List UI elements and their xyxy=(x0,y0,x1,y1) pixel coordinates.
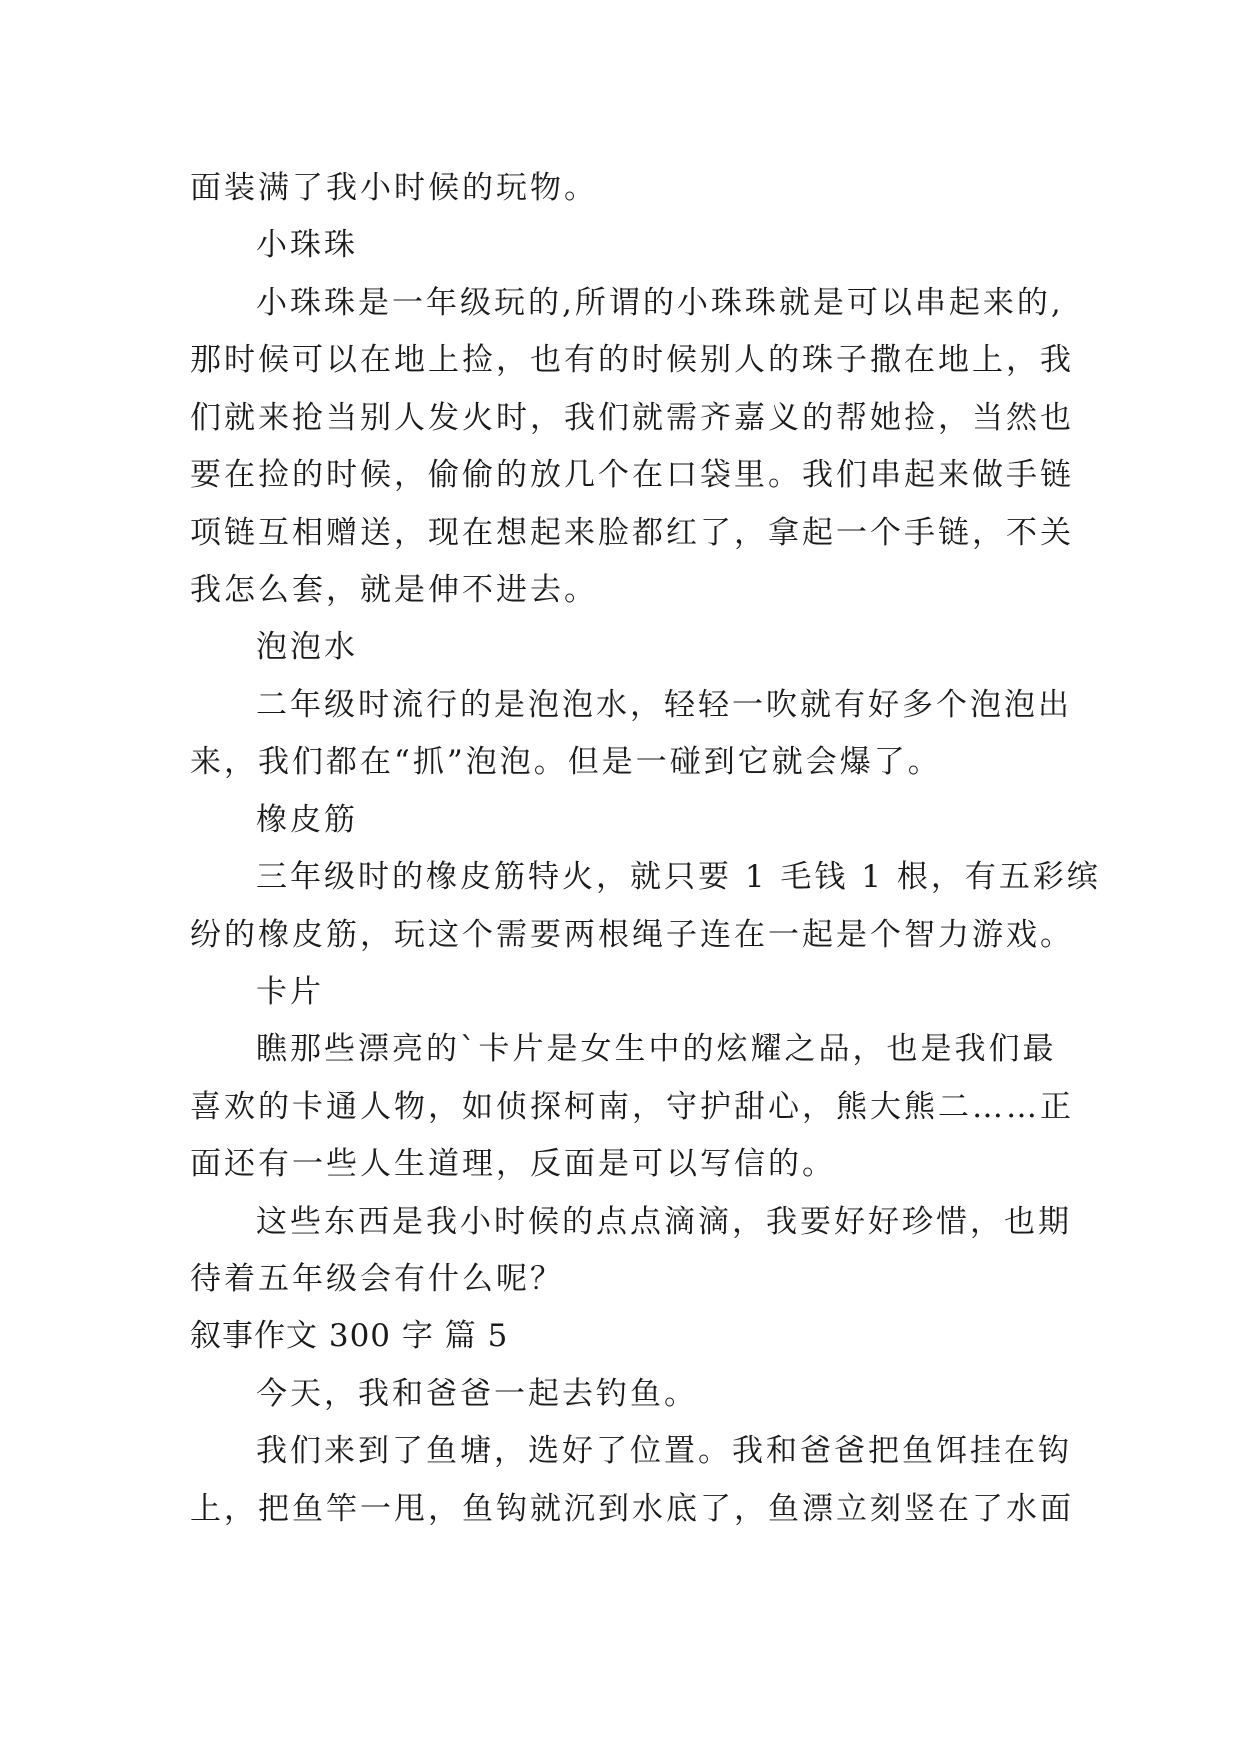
paragraph-line: 要在捡的时候，偷偷的放几个在口袋里。我们串起来做手链 xyxy=(190,457,1074,493)
paragraph-line: 我怎么套，就是伸不进去。 xyxy=(190,572,598,608)
section-heading: 橡皮筋 xyxy=(256,802,358,838)
paragraph-line: 二年级时流行的是泡泡水，轻轻一吹就有好多个泡泡出 xyxy=(256,687,1072,723)
paragraph-line: 来，我们都在“抓”泡泡。但是一碰到它就会爆了。 xyxy=(190,744,942,780)
paragraph-line: 那时候可以在地上捡，也有的时候别人的珠子撒在地上，我 xyxy=(190,342,1074,378)
section-heading: 泡泡水 xyxy=(256,629,358,665)
essay-title: 叙事作文 300 字 篇 5 xyxy=(190,1318,509,1354)
paragraph-line: 面装满了我小时候的玩物。 xyxy=(190,170,598,206)
section-heading: 小珠珠 xyxy=(256,227,358,263)
paragraph-line: 面还有一些人生道理，反面是可以写信的。 xyxy=(190,1146,836,1182)
paragraph-line: 这些东西是我小时候的点点滴滴，我要好好珍惜，也期 xyxy=(256,1204,1072,1240)
paragraph-line: 们就来抢当别人发火时，我们就需齐嘉义的帮她捡，当然也 xyxy=(190,400,1074,436)
paragraph-line: 小珠珠是一年级玩的,所谓的小珠珠就是可以串起来的, xyxy=(256,285,1064,321)
paragraph-line: 待着五年级会有什么呢？ xyxy=(190,1261,564,1297)
paragraph-line: 瞧那些漂亮的`卡片是女生中的炫耀之品，也是我们最 xyxy=(256,1031,1057,1067)
paragraph-line: 项链互相赠送，现在想起来脸都红了，拿起一个手链，不关 xyxy=(190,515,1074,551)
paragraph-line: 喜欢的卡通人物，如侦探柯南，守护甜心，熊大熊二……正 xyxy=(190,1089,1074,1125)
paragraph-line: 纷的橡皮筋，玩这个需要两根绳子连在一起是个智力游戏。 xyxy=(190,917,1074,953)
paragraph-line: 我们来到了鱼塘，选好了位置。我和爸爸把鱼饵挂在钩 xyxy=(256,1433,1072,1469)
section-heading: 卡片 xyxy=(256,974,324,1010)
paragraph-line: 三年级时的橡皮筋特火，就只要 1 毛钱 1 根，有五彩缤 xyxy=(256,859,1101,895)
paragraph-line: 今天，我和爸爸一起去钓鱼。 xyxy=(256,1376,698,1412)
paragraph-line: 上，把鱼竿一甩，鱼钩就沉到水底了，鱼漂立刻竖在了水面 xyxy=(190,1491,1074,1527)
